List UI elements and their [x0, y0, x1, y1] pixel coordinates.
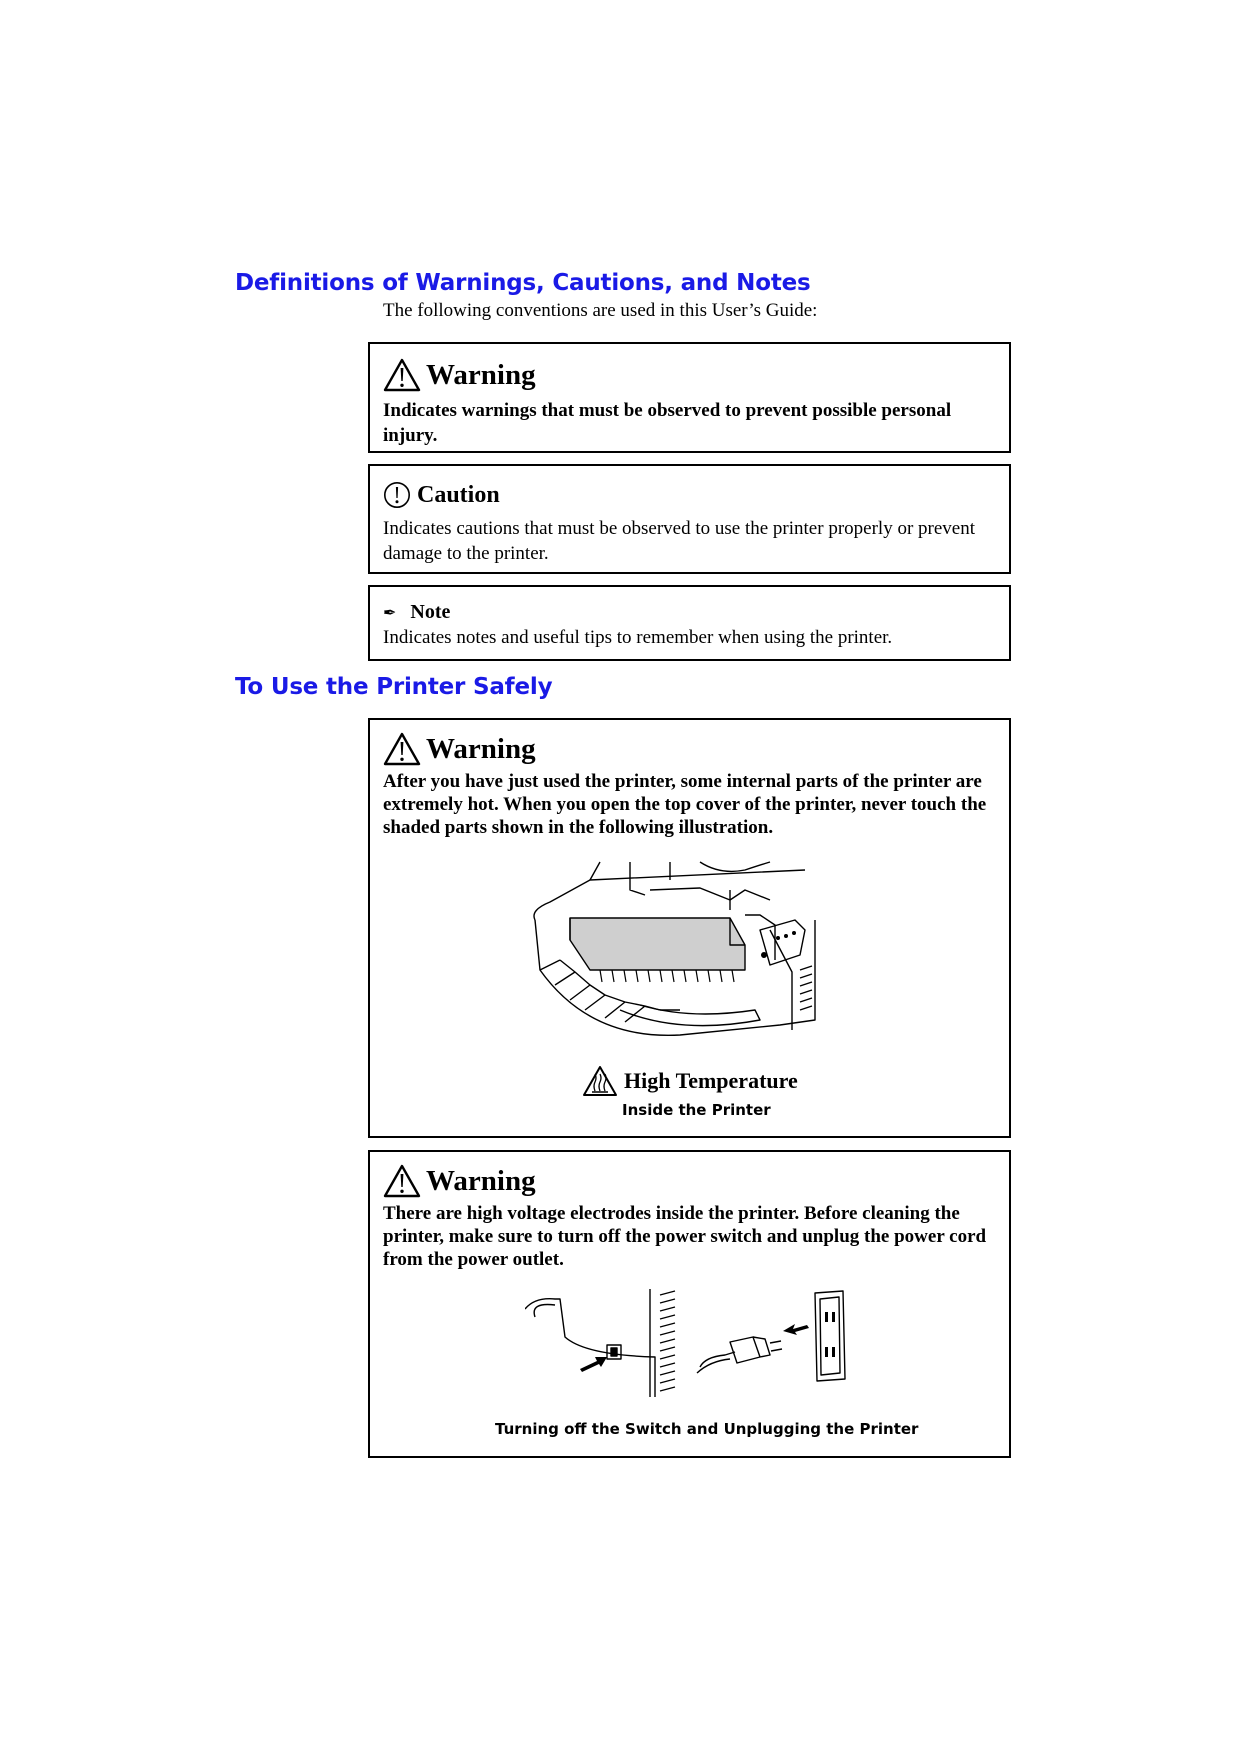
warning-title-row — [383, 354, 999, 396]
warning-triangle-icon — [383, 1164, 421, 1198]
warning-triangle-icon — [383, 732, 421, 766]
warning-definition-text: Indicates warnings that must be observed to prevent possible personal injury. — [383, 400, 952, 446]
note-definition-box — [368, 585, 1011, 661]
note-definition-text: Indicates notes and useful tips to remember when using the printer. — [383, 627, 893, 648]
intro-text: The following conventions are used in this User’s Guide: — [383, 300, 818, 321]
voltage-warning-text: There are high voltage electrodes inside the printer. Before cleaning the printer, make sure to turn off the power switch and unplug the power cord from the power outlet. — [383, 1203, 987, 1270]
caution-definition-text: Indicates cautions that must be observed to use the printer properly or prevent damage to the printer. — [383, 518, 975, 564]
note-title: Note — [410, 600, 451, 623]
warning-title: Warning — [426, 358, 536, 391]
caution-definition-box — [368, 464, 1011, 574]
hot-warning-text: After you have just used the printer, some internal parts of the printer are extremely hot. When you open the top cover of the printer, never touch the shaded parts shown in the following illustration. — [383, 771, 987, 838]
unplug-illustration — [525, 1287, 850, 1407]
hot-surface-icon — [582, 1065, 618, 1097]
inside-printer-caption: Inside the Printer — [622, 1101, 771, 1119]
definitions-heading: Definitions of Warnings, Cautions, and Notes — [235, 270, 811, 296]
voltage-warning-title-row — [383, 1160, 999, 1202]
caution-title: Caution — [417, 481, 500, 508]
hot-warning-title: Warning — [426, 732, 536, 765]
high-temperature-label — [582, 1065, 798, 1097]
high-temperature-text: High Temperature — [624, 1068, 798, 1093]
voltage-warning-title: Warning — [426, 1164, 536, 1197]
hot-warning-title-row — [383, 728, 999, 770]
warning-definition-box — [368, 342, 1011, 453]
hot-parts-warning-box — [368, 718, 1011, 1138]
high-voltage-warning-box — [368, 1150, 1011, 1458]
warning-triangle-icon — [383, 358, 421, 392]
printer-interior-illustration — [530, 860, 830, 1060]
pencil-icon: ✒ — [383, 602, 397, 622]
note-title-row — [383, 599, 999, 625]
safety-heading: To Use the Printer Safely — [235, 674, 553, 700]
unplug-caption: Turning off the Switch and Unplugging the Printer — [495, 1420, 919, 1438]
caution-title-row — [383, 478, 999, 512]
caution-circle-icon — [383, 481, 411, 509]
